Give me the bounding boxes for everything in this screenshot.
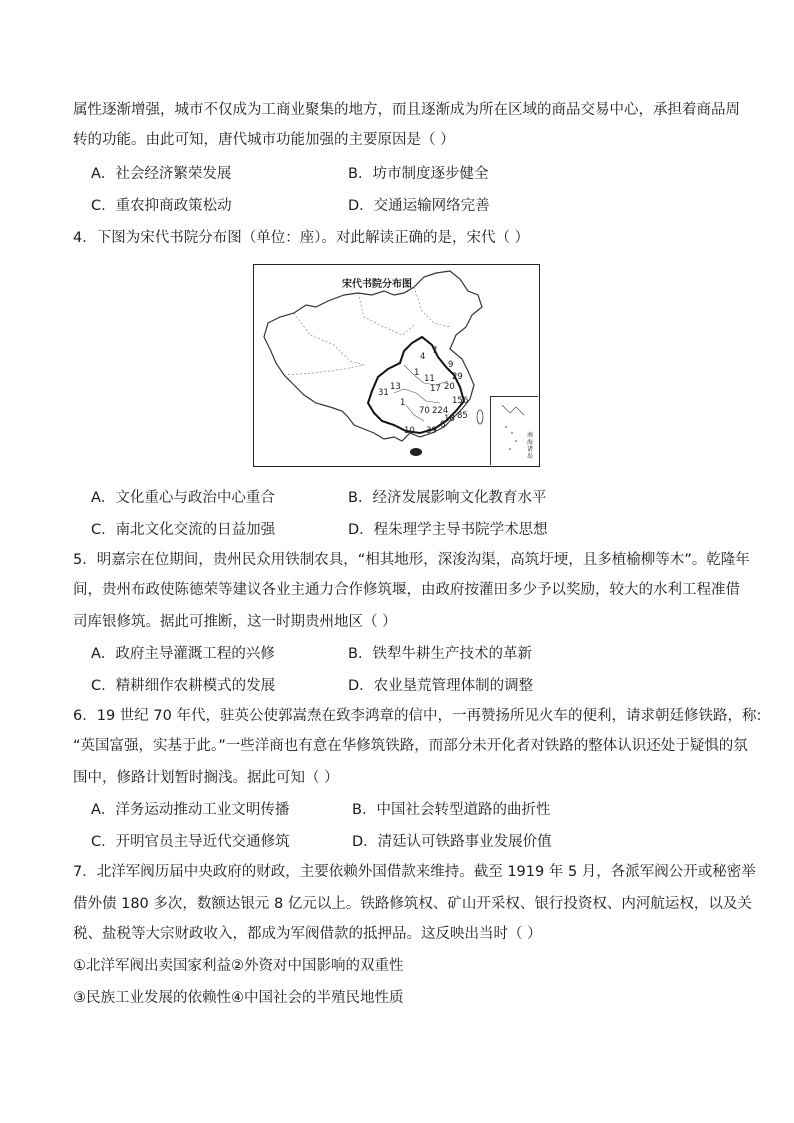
- q5-text-line3: 司库银修筑。据此可推断，这一时期贵州地区（ ）: [73, 614, 397, 630]
- q5-option-c[interactable]: C．精耕细作农耕模式的发展: [91, 678, 276, 694]
- q6-text-line1: 6．19 世纪 70 年代，驻英公使郭嵩焘在致李鸿章的信中，一再赞扬所见火车的便利，请求朝廷修铁路，称:: [73, 708, 762, 724]
- q7-items-line2: ③民族工业发展的依赖性④中国社会的半殖民地性质: [73, 990, 404, 1006]
- q4-option-a[interactable]: A．文化重心与政治中心重合: [91, 490, 275, 506]
- map-number: 156: [452, 396, 469, 406]
- map-number: 1: [414, 368, 420, 378]
- map-number: 20: [444, 382, 455, 392]
- map-number: 18: [444, 414, 455, 424]
- map-number: 1: [400, 398, 406, 408]
- map-number: 6: [440, 420, 446, 430]
- q3-text-line2: 转的功能。由此可知，唐代城市功能加强的主要原因是（ ）: [73, 132, 455, 148]
- q4-option-b[interactable]: B．经济发展影响文化教育水平: [348, 490, 547, 506]
- map-number: 10: [404, 426, 415, 436]
- map-number: 11: [424, 374, 435, 384]
- q7-text-line2: 借外债 180 多次，数额达银元 8 亿元以上。铁路修筑权、矿山开采权、银行投资权、内河航运权，以及关: [73, 896, 752, 912]
- q7-items-line1: ①北洋军阀出卖国家利益②外资对中国影响的双重性: [73, 958, 404, 974]
- inset-label: 南海诸岛: [526, 432, 533, 460]
- map-number: 224: [432, 406, 449, 416]
- map-number: 85: [457, 411, 468, 421]
- map-number: 70: [419, 406, 430, 416]
- q6-option-b[interactable]: B．中国社会转型道路的曲折性: [352, 802, 551, 818]
- q3-text-line1: 属性逐渐增强，城市不仅成为工商业聚集的地方，而且逐渐成为所在区域的商品交易中心，承担着商品周: [73, 102, 740, 118]
- map-number: 7: [432, 346, 438, 356]
- q6-text-line2: “英国富强，实基于此。”一些洋商也有意在华修筑铁路，而部分未开化者对铁路的整体认识还处于疑惧的氛: [73, 738, 748, 754]
- q6-text-line3: 围中，修路计划暂时搁浅。据此可知（ ）: [73, 770, 339, 786]
- map-number: 39: [426, 426, 437, 436]
- map-number: 17: [430, 384, 441, 394]
- song-academy-map: [253, 264, 540, 467]
- q5-option-d[interactable]: D．农业垦荒管理体制的调整: [348, 678, 534, 694]
- map-number: 4: [420, 352, 426, 362]
- q3-option-d[interactable]: D．交通运输网络完善: [348, 198, 490, 214]
- q3-option-a[interactable]: A．社会经济繁荣发展: [91, 166, 232, 182]
- map-number: 9: [448, 360, 454, 370]
- map-number: 29: [452, 372, 463, 382]
- q6-option-a[interactable]: A．洋务运动推动工业文明传播: [91, 802, 290, 818]
- map-number: 31: [378, 388, 389, 398]
- q5-text-line2: 间，贵州布政使陈德荣等建议各业主通力合作修筑堰，由政府按灌田多少予以奖励，较大的水利工程准借: [73, 582, 740, 598]
- q7-text-line3: 税、盐税等大宗财政收入，都成为军阀借款的抵押品。这反映出当时（ ）: [73, 926, 542, 942]
- q5-option-a[interactable]: A．政府主导灌溉工程的兴修: [91, 646, 275, 662]
- q4-option-d[interactable]: D．程朱理学主导书院学术思想: [348, 522, 548, 538]
- q4-option-c[interactable]: C．南北文化交流的日益加强: [91, 522, 276, 538]
- q4-text-line1: 4．下图为宋代书院分布图（单位：座）。对此解读正确的是，宋代（ ）: [73, 230, 530, 246]
- map-title: 宋代书院分布图: [342, 279, 412, 290]
- q3-option-b[interactable]: B．坊市制度逐步健全: [348, 166, 489, 182]
- q6-option-c[interactable]: C．开明官员主导近代交通修筑: [91, 834, 290, 850]
- q7-text-line1: 7．北洋军阀历届中央政府的财政，主要依赖外国借款来维持。截至 1919 年 5 月，各派军阀公开或秘密举: [73, 864, 756, 880]
- q5-text-line1: 5．明嘉宗在位期间，贵州民众用铁制农具，“相其地形，深浚沟渠，高筑圩埂，且多植榆柳等木”。乾隆年: [73, 552, 750, 568]
- south-china-sea-inset: [490, 396, 538, 465]
- map-number: 13: [390, 382, 401, 392]
- q6-option-d[interactable]: D．清廷认可铁路事业发展价值: [352, 834, 552, 850]
- q5-option-b[interactable]: B．铁犁牛耕生产技术的革新: [348, 646, 532, 662]
- q3-option-c[interactable]: C．重农抑商政策松动: [91, 198, 232, 214]
